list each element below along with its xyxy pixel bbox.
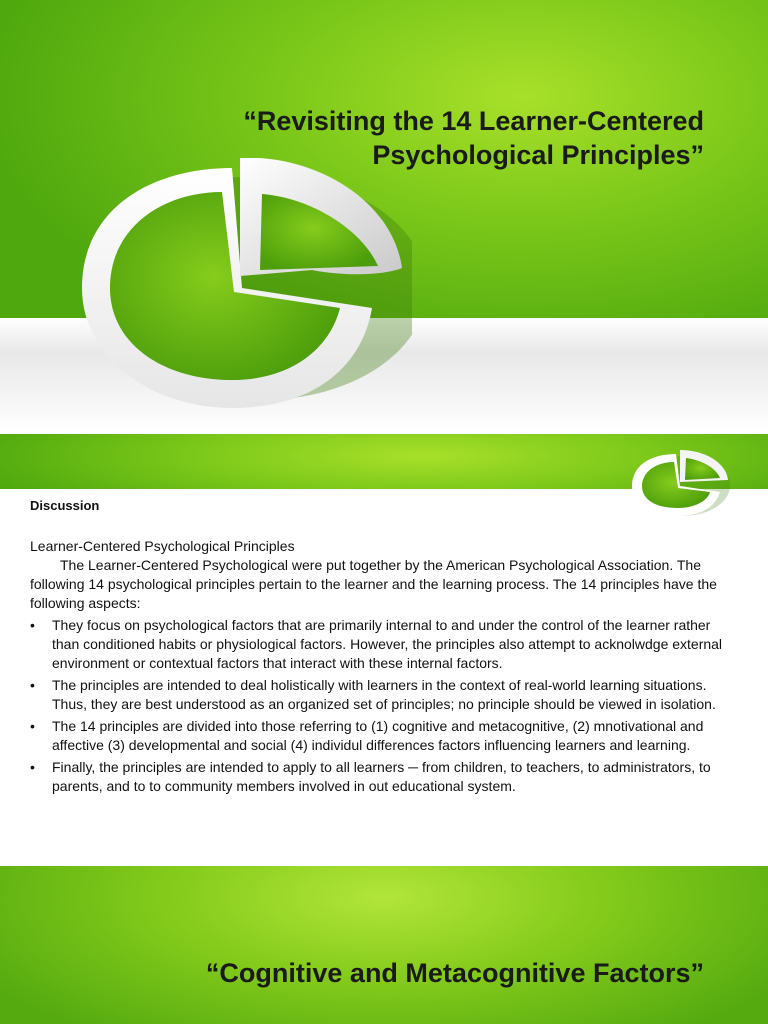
list-item: [30, 717, 730, 755]
discussion-heading: Discussion: [30, 498, 100, 513]
discussion-slide: [0, 434, 768, 866]
list-item-text: Finally, the principles are intended to apply to all learners ─ from children, to teachers, to administrators, to parents, and to to community members involved in out educational system.: [52, 759, 711, 794]
discussion-content: [30, 496, 730, 796]
discussion-subheading: Learner-Centered Psychological Principles: [30, 538, 295, 554]
section-title: “Cognitive and Metacognitive Factors”: [205, 958, 704, 988]
title-line-2: Psychological Principles”: [372, 140, 704, 170]
bullet-icon: •: [30, 759, 35, 775]
title-slide: [0, 0, 768, 432]
list-item-text: They focus on psychological factors that are primarily internal to and under the control of the learner rather than conditioned habits or physiological factors. However, the principles also attempt to acknolwdge external environment or contextual factors that interact with these internal factors.: [52, 617, 723, 671]
bullet-icon: •: [30, 617, 35, 633]
bullet-icon: •: [30, 677, 35, 693]
list-item-text: The principles are intended to deal holistically with learners in the context of real-world learning situations. Thus, they are best understood as an organized set of principles; no principle should be viewed in isolation.: [52, 677, 716, 712]
section-slide: [0, 866, 768, 1024]
list-item-text: The 14 principles are divided into those referring to (1) cognitive and metacognitive, (2) mnotivational and affective (3) developmental and social (4) individul differences factors influencing learners and learning.: [52, 718, 704, 753]
green-background: [0, 866, 768, 1024]
pie-chart-icon: [72, 158, 412, 418]
title-line-1: “Revisiting the 14 Learner-Centered: [243, 106, 704, 136]
list-item: [30, 758, 730, 796]
list-item: [30, 616, 730, 673]
aspects-list: [30, 616, 730, 796]
slide-title: [144, 104, 704, 172]
list-item: [30, 676, 730, 714]
bullet-icon: •: [30, 718, 35, 734]
discussion-intro: The Learner-Centered Psychological were put together by the American Psychological Association. The following 14 psychological principles pertain to the learner and the learning process. The 14 principles have the following aspects:: [30, 557, 717, 611]
